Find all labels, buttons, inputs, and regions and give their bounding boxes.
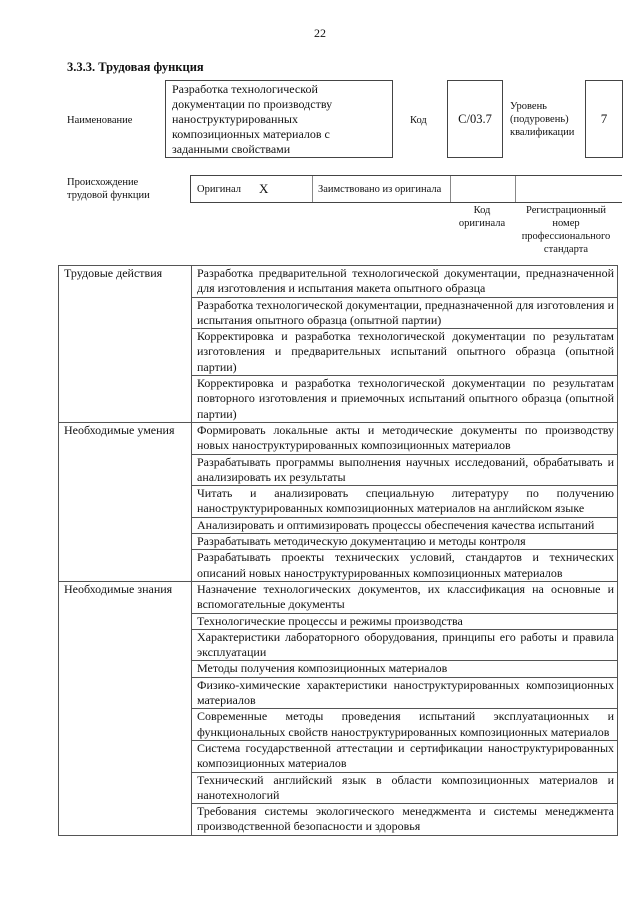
- section-item: Современные методы проведения испытаний эксплуатационных и функциональных свойств наноструктурированных композиционных материалов: [192, 709, 618, 741]
- section-item: Читать и анализировать специальную литературу по получению наноструктурированных композиционных материалов на английском языке: [192, 486, 618, 518]
- table-row: [59, 581, 618, 613]
- section-item: Корректировка и разработка технологической документации по результатам повторного изготовления и приемочных испытаний опытного образца (опытной партии): [192, 376, 618, 423]
- section-item: Разрабатывать проекты технических условий, стандартов и технических описаний новых наноструктурированных композиционных материалов: [192, 550, 618, 582]
- section-item: Требования системы экологического менеджмента и системы менеджмента производственной безопасности и здоровья: [192, 804, 618, 836]
- section-heading: Необходимые умения: [59, 422, 192, 581]
- section-heading: Необходимые знания: [59, 581, 192, 835]
- name-value: Разработка технологической документации по производству наноструктурированных композиционных материалов с заданными свойствами: [165, 80, 393, 158]
- regnum-cell: [516, 176, 622, 202]
- section-item: Физико-химические характеристики наноструктурированных композиционных материалов: [192, 677, 618, 709]
- section-item: Методы получения композиционных материалов: [192, 661, 618, 677]
- section-item: Корректировка и разработка технологической документации по результатам изготовления и предварительных испытаний опытного образца (опытной партии): [192, 329, 618, 376]
- borrowed-cell: Заимствовано из оригинала: [313, 176, 451, 202]
- section-heading: Трудовые действия: [59, 266, 192, 423]
- code-label: Код: [410, 115, 427, 126]
- original-code-cell: [451, 176, 516, 202]
- labor-function-table: [58, 265, 618, 836]
- level-value: 7: [585, 80, 623, 158]
- section-item: Анализировать и оптимизировать процессы обеспечения качества испытаний: [192, 517, 618, 533]
- section-item: Разрабатывать методическую документацию и методы контроля: [192, 534, 618, 550]
- origin-table: [190, 175, 622, 203]
- regnum-caption: Регистрационный номер профессионального стандарта: [521, 205, 611, 255]
- section-item: Назначение технологических документов, их классификация на основные и вспомогательные документы: [192, 581, 618, 613]
- section-item: Система государственной аттестации и сертификации наноструктурированных композиционных материалов: [192, 740, 618, 772]
- code-value: C/03.7: [447, 80, 503, 158]
- section-item: Характеристики лабораторного оборудования, принципы его работы и правила эксплуатации: [192, 629, 618, 661]
- section-title: 3.3.3. Трудовая функция: [67, 60, 204, 74]
- code-caption: Код оригинала: [458, 205, 506, 229]
- table-row: [59, 266, 618, 298]
- section-item: Технологические процессы и режимы производства: [192, 613, 618, 629]
- section-item: Разработка технологической документации, предназначенной для изготовления и испытания опытного образца (опытной партии): [192, 297, 618, 329]
- table-row: [59, 422, 618, 454]
- section-item: Разработка предварительной технологической документации, предназначенной для изготовления и испытания макета опытного образца: [192, 266, 618, 298]
- original-label: Оригинал: [197, 183, 241, 195]
- level-label: Уровень (подуровень) квалификации: [510, 101, 575, 138]
- name-label: Наименование: [67, 115, 133, 126]
- section-item: Разрабатывать программы выполнения научных исследований, обрабатывать и анализировать их результаты: [192, 454, 618, 486]
- origin-label: Происхождение трудовой функции: [67, 177, 150, 201]
- section-item: Формировать локальные акты и методические документы по производству новых наноструктурированных композиционных материалов: [192, 422, 618, 454]
- origin-original-cell: [191, 176, 313, 202]
- section-item: Технический английский язык в области композиционных материалов и нанотехнологий: [192, 772, 618, 804]
- original-mark: X: [259, 181, 269, 196]
- page-number: 22: [314, 26, 326, 40]
